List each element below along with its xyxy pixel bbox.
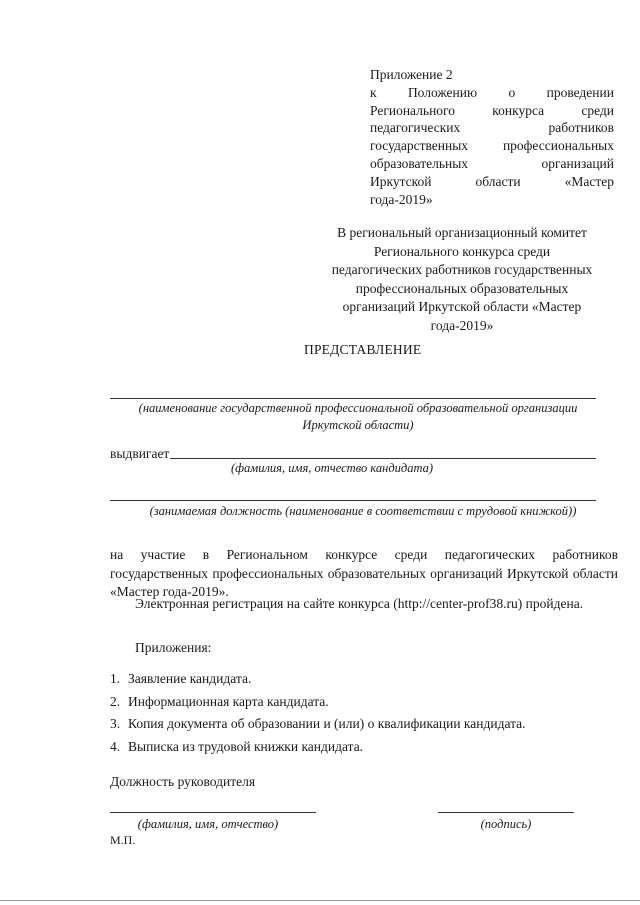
appendix-word: Регионального (370, 102, 455, 118)
org-name-line (110, 398, 596, 399)
position-caption: (занимаемая должность (наименование в соответствии с трудовой книжкой)) (149, 504, 577, 518)
appendix-word: образовательных (370, 155, 469, 171)
attachment-item (110, 691, 630, 714)
attachment-item (110, 668, 630, 691)
attachment-item (110, 736, 630, 759)
document-title: ПРЕДСТАВЛЕНИЕ (304, 342, 422, 357)
position-line (110, 500, 596, 501)
appendix-word: года-2019» (370, 191, 433, 207)
committee-line: профессиональных образовательных (355, 280, 569, 296)
attachment-text: Информационная карта кандидата. (128, 693, 329, 709)
attachments-list (110, 668, 630, 758)
appendix-word: профессиональных (502, 138, 614, 154)
signature-caption: (подпись) (480, 817, 532, 831)
participation-paragraph: на участие в Региональном конкурсе среди педагогических работников государственных профессиональных образовательных организаций Иркутской области «Мастер года-2019». (110, 547, 618, 599)
appendix-word: конкурса (492, 102, 545, 118)
appendix-line (370, 155, 614, 173)
signature-line (438, 812, 574, 813)
appendix-line (370, 191, 614, 209)
attachment-number: 3. (110, 716, 121, 732)
appendix-word: работников (548, 120, 614, 136)
attachment-text: Заявление кандидата. (128, 671, 252, 686)
appendix-word: области (475, 173, 521, 189)
candidate-fio-caption: (фамилия, имя, отчество кандидата) (230, 461, 434, 475)
org-name-caption: (наименование государственной профессиональной образовательной организации Иркутской области) (138, 401, 578, 432)
appendix-word: проведении (546, 84, 614, 100)
committee-line: года-2019» (430, 317, 494, 333)
appendix-line (370, 119, 614, 137)
committee-address (300, 224, 624, 335)
appendix-word: педагогических (370, 120, 461, 136)
registration-note: Электронная регистрация на сайте конкурса (http://center-prof38.ru) пройдена. (135, 596, 584, 611)
appendix-line (370, 84, 614, 102)
appendix-line (370, 102, 614, 120)
attachment-number: 1. (110, 671, 121, 686)
committee-line: В региональный организационный комитет (337, 225, 587, 240)
page-bottom-edge (0, 900, 640, 901)
head-position-label: Должность руководителя (110, 774, 256, 789)
appendix-word: Приложение 2 (370, 67, 453, 82)
committee-line: Регионального конкурса среди (373, 243, 551, 259)
appendix-line (370, 137, 614, 155)
attachment-number: 2. (110, 693, 121, 709)
appendix-word: Иркутской (370, 173, 432, 189)
appendix-word: к (370, 84, 377, 100)
head-fio-caption: (фамилия, имя, отчество) (137, 817, 279, 831)
appendix-word: о (508, 84, 516, 100)
appendix-word: организаций (541, 155, 614, 171)
attachment-text: Выписка из трудовой книжки кандидата. (128, 738, 364, 754)
appendix-reference (370, 66, 614, 208)
head-fio-line (110, 812, 316, 813)
committee-line: педагогических работников государственных (331, 262, 593, 277)
attachment-item (110, 713, 630, 736)
attachment-text: Копия документа об образовании и (или) о квалификации кандидата. (128, 716, 526, 732)
appendix-word: среди (581, 102, 614, 118)
candidate-fio-line (170, 458, 596, 459)
attachment-number: 4. (110, 738, 121, 754)
committee-line: организаций Иркутской области «Мастер (342, 299, 582, 314)
appendix-word: «Мастер (564, 173, 614, 189)
nominates-label: выдвигает (110, 446, 170, 461)
appendix-line (370, 173, 614, 191)
appendix-word: Положению (407, 84, 478, 100)
appendix-line (370, 66, 614, 84)
appendix-word: государственных (370, 138, 469, 154)
stamp-label: М.П. (110, 833, 136, 847)
attachments-title: Приложения: (135, 640, 212, 655)
